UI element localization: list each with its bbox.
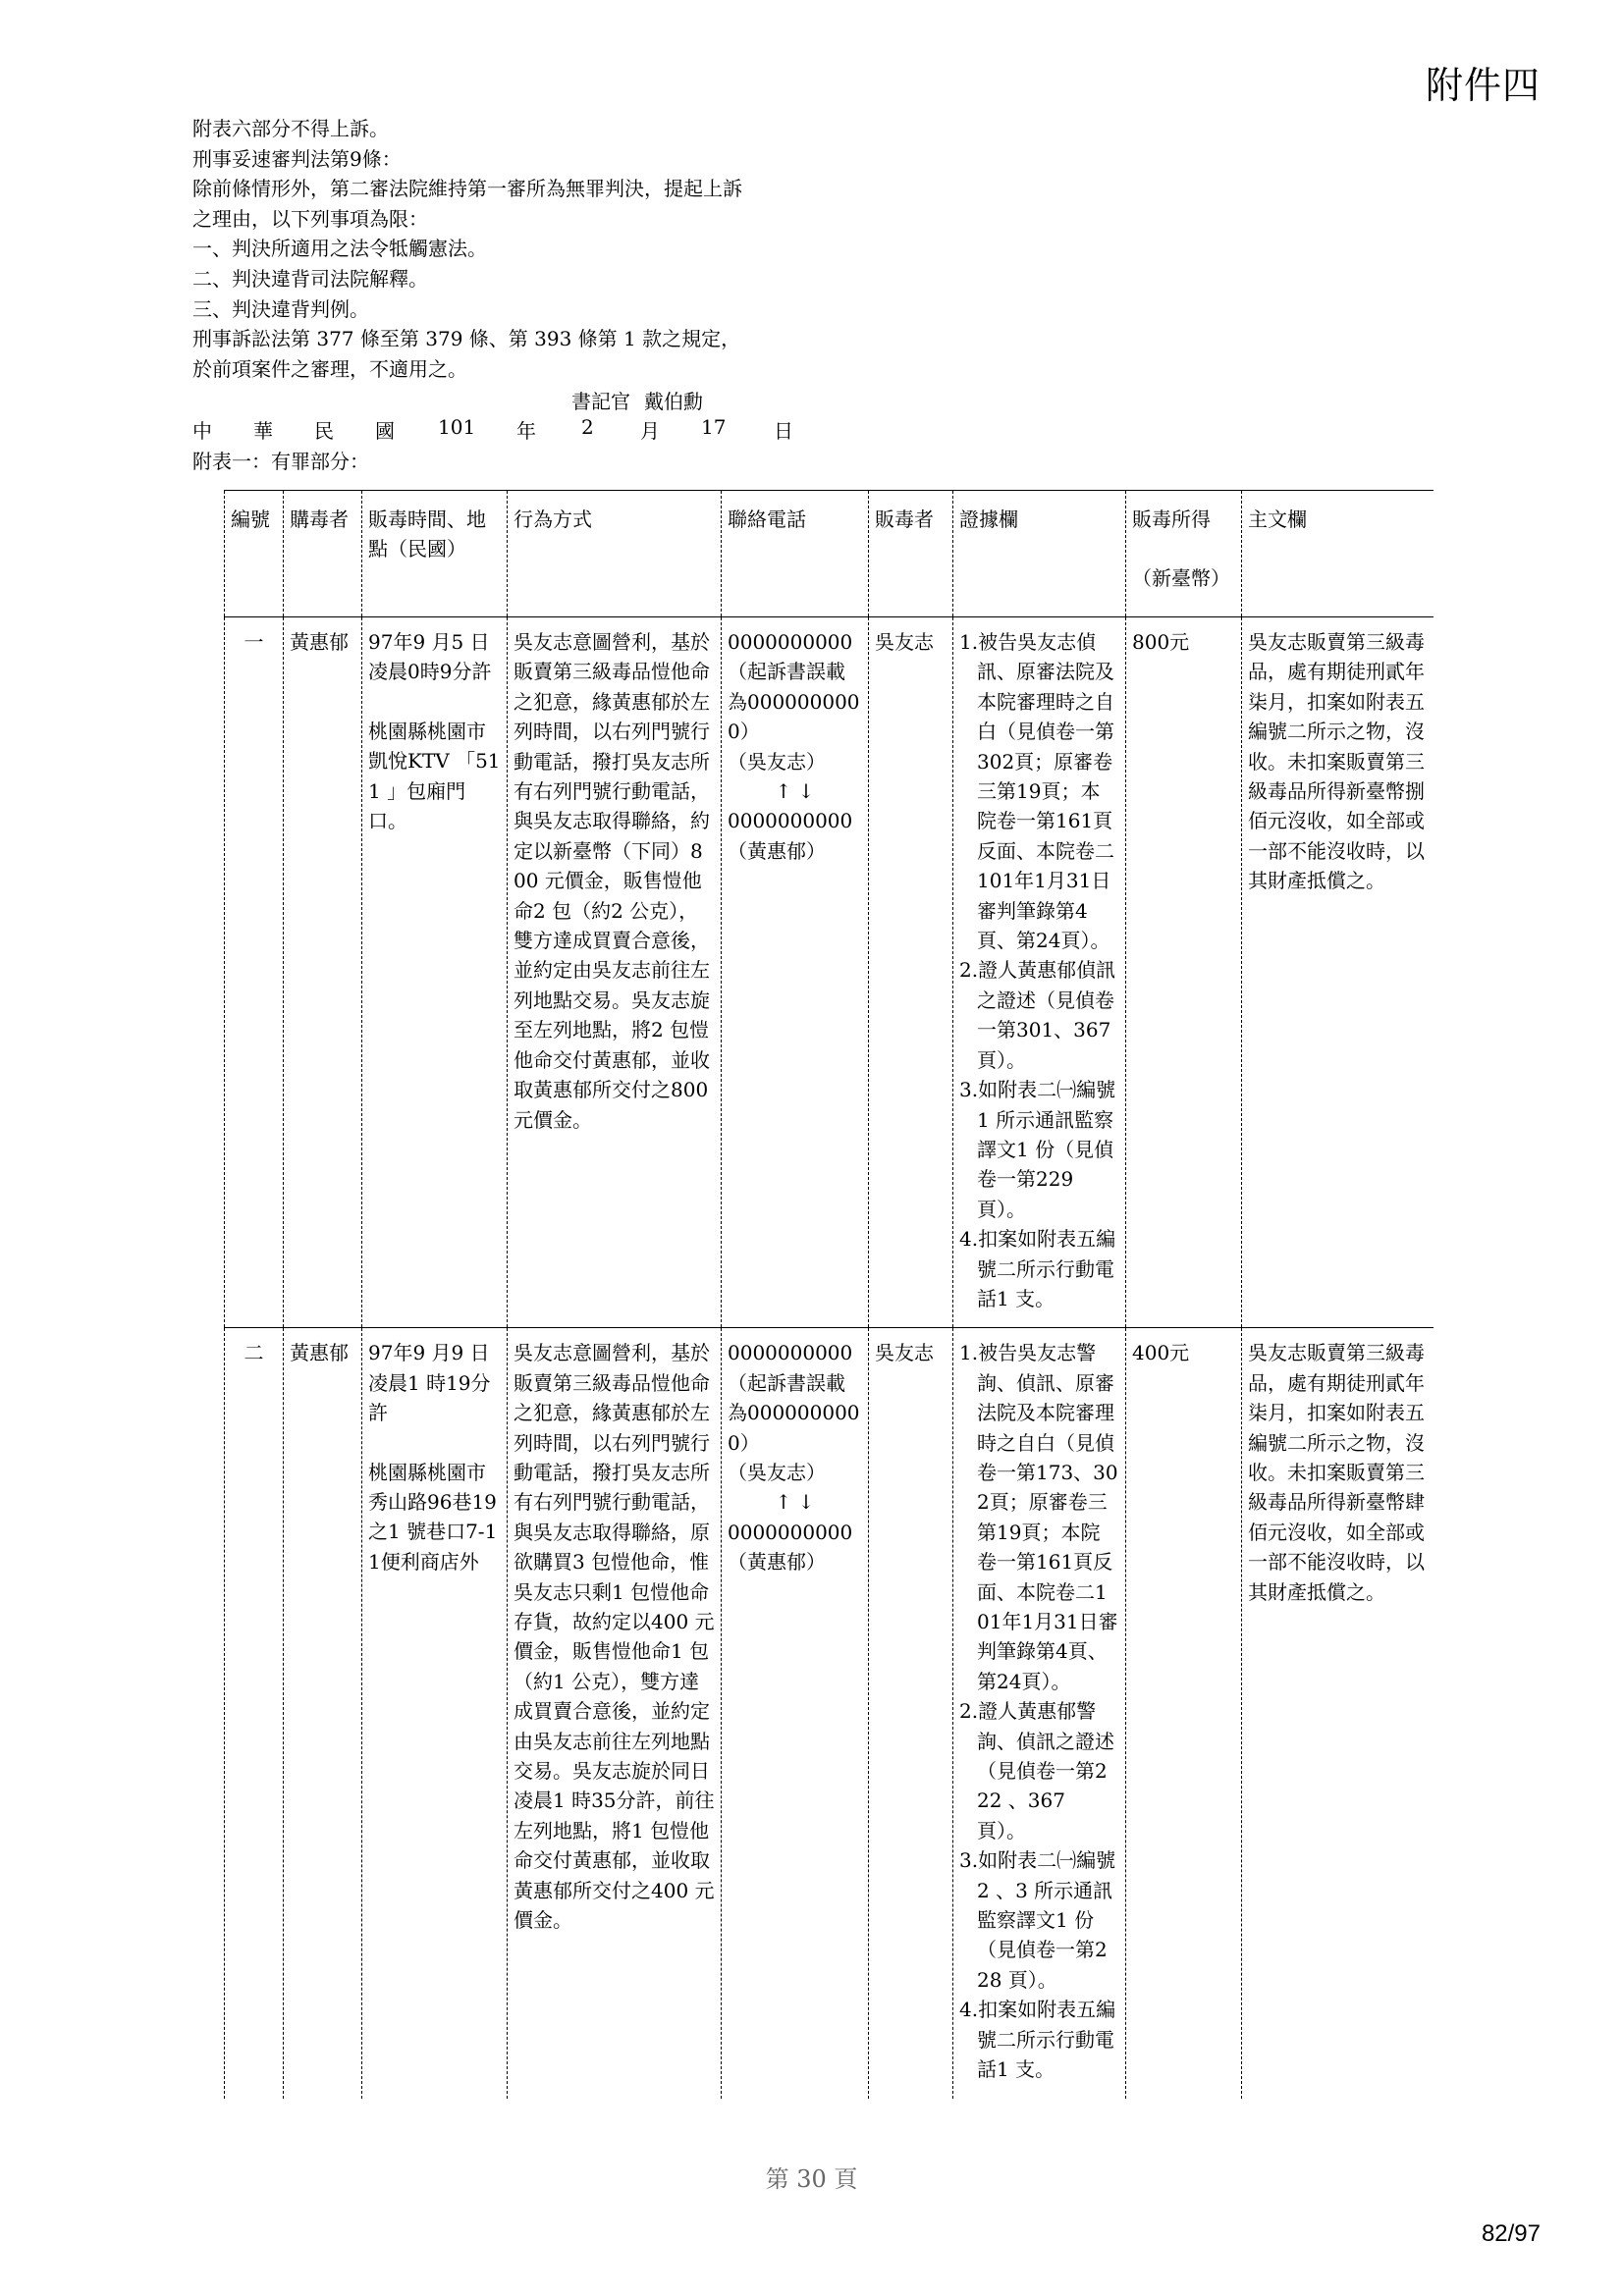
phone-a-owner: （吳友志） [728, 1460, 826, 1484]
page-count: 82/97 [1481, 2220, 1541, 2247]
phone-b-owner: （黃惠郁） [728, 1550, 826, 1575]
intro-text [192, 114, 742, 384]
header-income [1126, 491, 1242, 617]
phone-b: 0000000000 [728, 809, 853, 833]
table-header-row [225, 491, 1434, 617]
cell-verdict: 吳友志販賣第三級毒品，處有期徒刑貳年柒月，扣案如附表五編號二所示之物，沒收。未扣案販賣第三級毒品所得新臺幣捌佰元沒收，如全部或一部不能沒收時，以其財產抵償之。 [1242, 617, 1434, 1328]
cell-income: 400元 [1126, 1328, 1242, 2099]
intro-line: 一、判決所適用之法令牴觸憲法。 [192, 237, 487, 261]
header-time-place: 販毒時間、地點（民國） [362, 491, 508, 617]
table-container [224, 490, 1434, 2156]
cell-method: 吳友志意圖營利，基於販賣第三級毒品愷他命之犯意，緣黃惠郁於左列時間，以右列門號行動電話，撥打吳友志所有右列門號行動電話，與吳友志取得聯絡，約定以新臺幣（下同）800 元價金，販售愷他命2 包（約2 公克），雙方達成買賣合意後，並約定由吳友志前往左列地點交易。吳友志旋至左列地點，將2 包愷他命交付黃惠郁，並收取黃惠郁所交付之800 元價金。 [508, 617, 722, 1328]
cell-seller: 吳友志 [869, 1328, 953, 2099]
clerk-signature [571, 386, 703, 414]
cell-phone [722, 1328, 869, 2099]
call-direction-arrows: ↑ ↓ [775, 779, 815, 804]
header-income-label: 販毒所得 [1132, 507, 1211, 531]
cell-evidence [953, 1328, 1126, 2099]
evidence-item: 2.證人黃惠郁警詢、偵訊之證述（見偵卷一第222 、367 頁）。 [959, 1699, 1114, 1842]
evidence-item: 1.被告吳友志警詢、偵訊、原審法院及本院審理時之自白（見偵卷一第173、302頁；原審卷三第19頁；本院卷一第161頁反面、本院卷二101年1月31日審判筆錄第4頁、第24頁）。 [959, 1341, 1118, 1693]
header-seller: 販毒者 [869, 491, 953, 617]
header-income-note: （新臺幣） [1132, 566, 1230, 591]
date-year: 101 [438, 415, 476, 439]
header-method: 行為方式 [508, 491, 722, 617]
cell-buyer: 黃惠郁 [284, 1328, 362, 2099]
intro-line: 附表六部分不得上訴。 [192, 117, 389, 140]
call-direction-arrows: ↑ ↓ [775, 1490, 815, 1515]
cell-place: 桃園縣桃園市凱悅KTV 「511 」包廂門口。 [368, 719, 501, 833]
evidence-item: 2.證人黃惠郁偵訊之證述（見偵卷一第301、367頁）。 [959, 958, 1116, 1072]
evidence-item: 4.扣案如附表五編號二所示行動電話1 支。 [959, 1998, 1116, 2082]
cell-method: 吳友志意圖營利，基於販賣第三級毒品愷他命之犯意，緣黃惠郁於左列時間，以右列門號行動電話，撥打吳友志所有右列門號行動電話，與吳友志取得聯絡，原欲購買3 包愷他命，惟吳友志只剩1 包愷他命存貨，故約定以400 元價金，販售愷他命1 包（約1 公克），雙方達成買賣合意後，並約定由吳友志前往左列地點交易。吳友志旋於同日凌晨1 時35分許，前往左列地點，將1 包愷他命交付黃惠郁，並收取黃惠郁所交付之400 元價金。 [508, 1328, 722, 2099]
intro-line: 三、判決違背判例。 [192, 296, 369, 321]
evidence-item: 3.如附表二㈠編號2 、3 所示通訊監察譯文1 份（見偵卷一第228 頁）。 [959, 1848, 1116, 1992]
phone-a: 0000000000 [728, 1341, 853, 1365]
date-month-unit: 月 [640, 419, 660, 443]
intro-line: 於前項案件之審理，不適用之。 [192, 356, 467, 381]
clerk-title: 書記官 [571, 390, 630, 413]
header-phone: 聯絡電話 [722, 491, 869, 617]
cell-time-place [362, 617, 508, 1328]
phone-a-note: （起訴書誤載為0000000000） [728, 1370, 860, 1455]
phone-a-note: （起訴書誤載為0000000000） [728, 660, 860, 744]
intro-line: 刑事妥速審判法第9條： [192, 146, 402, 171]
phone-b: 0000000000 [728, 1520, 853, 1544]
schedule-table [224, 490, 1434, 2099]
table-label: 附表一：有罪部分： [192, 450, 369, 473]
cell-phone [722, 617, 869, 1328]
date-month: 2 [581, 415, 594, 439]
phone-a-owner: （吳友志） [728, 749, 826, 774]
intro-line: 之理由，以下列事項為限： [192, 206, 428, 231]
date-char: 國 [375, 419, 395, 443]
evidence-item: 4.扣案如附表五編號二所示行動電話1 支。 [959, 1227, 1116, 1310]
cell-time-place [362, 1328, 508, 2099]
header-evidence: 證據欄 [953, 491, 1126, 617]
attachment-label: 附件四 [1425, 64, 1541, 107]
header-verdict: 主文欄 [1242, 491, 1434, 617]
cell-buyer: 黃惠郁 [284, 617, 362, 1328]
cell-time: 97年9 月5 日凌晨0時9分許 [368, 630, 492, 684]
cell-no: 一 [225, 617, 284, 1328]
intro-line: 除前條情形外，第二審法院維持第一審所為無罪判決，提起上訴 [192, 177, 742, 201]
cell-verdict: 吳友志販賣第三級毒品，處有期徒刑貳年柒月，扣案如附表五編號二所示之物，沒收。未扣案販賣第三級毒品所得新臺幣肆佰元沒收，如全部或一部不能沒收時，以其財產抵償之。 [1242, 1328, 1434, 2099]
header-buyer: 購毒者 [284, 491, 362, 617]
date-char: 華 [253, 419, 273, 443]
cell-place: 桃園縣桃園市秀山路96巷19之1 號巷口7-11便利商店外 [368, 1460, 498, 1574]
page-number: 第 30 頁 [765, 2165, 858, 2193]
cell-no: 二 [225, 1328, 284, 2099]
cell-time: 97年9 月9 日凌晨1 時19分許 [368, 1341, 491, 1425]
date-year-unit: 年 [516, 419, 536, 443]
evidence-item: 1.被告吳友志偵訊、原審法院及本院審理時之自白（見偵卷一第302頁；原審卷三第19頁；本院卷一第161頁反面、本院卷二101年1月31日審判筆錄第4頁、第24頁）。 [959, 630, 1114, 953]
header-no: 編號 [225, 491, 284, 617]
table-row [225, 617, 1434, 1328]
evidence-item: 3.如附表二㈠編號1 所示通訊監察譯文1 份（見偵卷一第229 頁）。 [959, 1078, 1116, 1221]
document-date [192, 415, 821, 445]
cell-seller: 吳友志 [869, 617, 953, 1328]
intro-line: 刑事訴訟法第 377 條至第 379 條、第 393 條第 1 款之規定， [192, 327, 741, 351]
clerk-name: 戴伯勳 [644, 390, 703, 413]
phone-a: 0000000000 [728, 630, 853, 654]
date-char: 民 [314, 419, 334, 443]
date-char: 中 [192, 419, 212, 443]
date-day: 17 [701, 415, 727, 439]
table-row [225, 1328, 1434, 2099]
intro-line: 二、判決違背司法院解釋。 [192, 266, 428, 291]
phone-b-owner: （黃惠郁） [728, 838, 826, 863]
date-day-unit: 日 [774, 419, 793, 443]
cell-income: 800元 [1126, 617, 1242, 1328]
cell-evidence [953, 617, 1126, 1328]
